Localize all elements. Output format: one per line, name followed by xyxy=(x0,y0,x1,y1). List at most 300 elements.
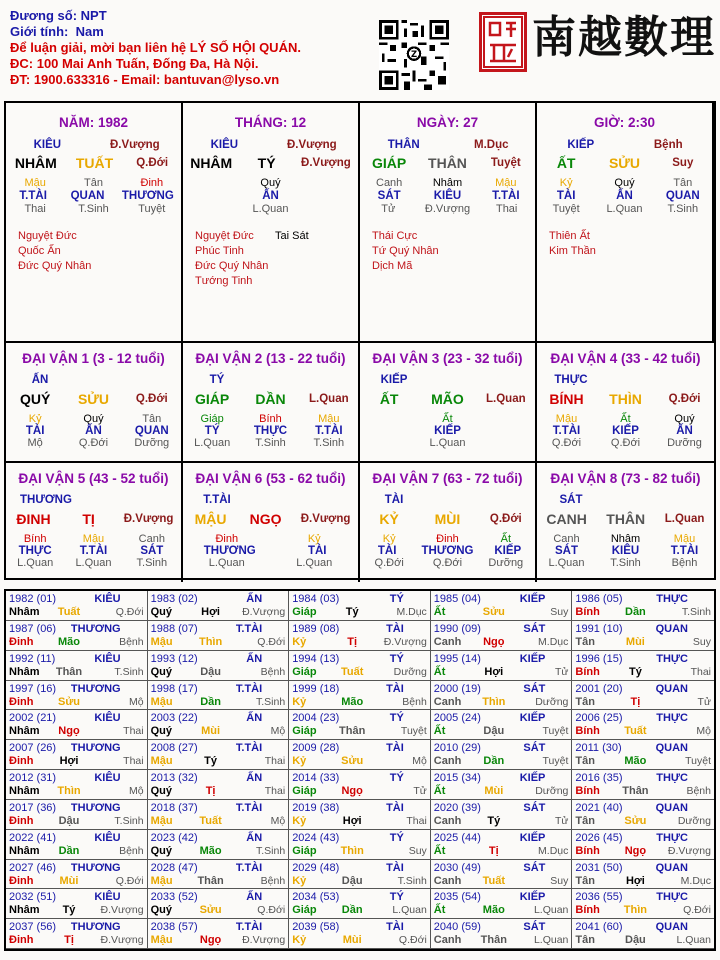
year-status: T.Sinh xyxy=(681,606,711,618)
year-label: 1983 (02) xyxy=(150,593,198,605)
year-ss: KIÊU xyxy=(94,831,121,844)
year-can: Đinh xyxy=(9,874,34,887)
year-label: 2007 (26) xyxy=(9,742,57,755)
dv-hidden-tt: L.Quan xyxy=(75,557,112,569)
year-ss: T.TÀI xyxy=(235,801,263,814)
year-chi: Mão xyxy=(482,904,505,917)
year-cell xyxy=(6,651,148,681)
pillar-hidden-tt: L.Quan xyxy=(252,203,289,215)
dv-hidden-tt: Q.Đới xyxy=(551,437,582,449)
year-status: Q.Đới xyxy=(115,874,144,887)
pillar-chi-tt: Đ.Vượng xyxy=(286,139,337,151)
dv-ss-row xyxy=(183,374,358,386)
year-ss: SÁT xyxy=(523,742,546,755)
year-line-1 xyxy=(572,889,714,904)
year-line-1 xyxy=(289,621,430,636)
year-line-1 xyxy=(6,591,147,606)
year-line-1 xyxy=(289,740,430,755)
year-line-2 xyxy=(6,636,147,650)
year-status: Thai xyxy=(264,755,286,768)
year-ss: THỰC xyxy=(656,772,688,784)
year-ss: THƯƠNG xyxy=(70,921,121,934)
year-status: Tuyệt xyxy=(400,725,427,738)
year-line-1 xyxy=(289,830,430,845)
year-ss: T.TÀI xyxy=(235,742,263,755)
year-chi: Tý xyxy=(345,606,359,618)
year-chi: Sửu xyxy=(57,695,81,708)
dv-can-ss: TÝ xyxy=(209,374,225,386)
year-label: 2036 (55) xyxy=(575,891,623,904)
year-can: Giáp xyxy=(292,844,317,857)
year-ss: TÝ xyxy=(389,712,404,725)
year-status: Bệnh xyxy=(119,844,144,857)
year-can: Đinh xyxy=(9,814,34,827)
year-cell xyxy=(572,651,714,681)
year-can: Giáp xyxy=(292,725,317,738)
dv-hidden-ss: QUAN xyxy=(134,425,169,437)
pillar-hidden-can: Kỷ xyxy=(559,177,573,189)
dv-ss-row xyxy=(360,374,535,386)
year-cell xyxy=(572,770,714,800)
year-chi: Sửu xyxy=(482,606,505,618)
pillar-hidden-ss-row xyxy=(6,190,181,202)
pillar-hidden-tt: T.Sinh xyxy=(78,203,109,215)
pillar-hidden-can-row xyxy=(360,177,535,189)
year-chi: Sửu xyxy=(341,755,364,768)
year-label: 2008 (27) xyxy=(150,742,198,755)
year-cell xyxy=(572,740,714,770)
year-can: Quý xyxy=(150,904,172,917)
year-label: 2026 (45) xyxy=(575,831,623,844)
pillar-chi-status: Q.Đới xyxy=(136,157,169,169)
dai-van-6 xyxy=(183,461,360,582)
year-ss: THỰC xyxy=(656,652,688,665)
year-label: 2010 (29) xyxy=(433,742,481,755)
pillar-title: THÁNG: 12 xyxy=(234,115,307,130)
year-label: 2003 (22) xyxy=(150,712,198,725)
dv-chi-status: Đ.Vượng xyxy=(300,513,351,525)
pillar-hidden-tt: Thai xyxy=(24,203,46,215)
year-line-2 xyxy=(431,696,572,710)
star-name: Đức Quý Nhân xyxy=(195,260,269,272)
year-ss: QUAN xyxy=(655,742,688,755)
year-chi: Tuất xyxy=(482,874,505,887)
year-label: 2013 (32) xyxy=(150,772,198,784)
dv-hidden-ss: THỰC xyxy=(18,545,52,557)
year-chi: Hợi xyxy=(59,755,79,768)
year-can: Bính xyxy=(575,785,600,797)
year-cell xyxy=(431,710,573,740)
year-line-1 xyxy=(431,740,572,755)
year-line-1 xyxy=(148,830,289,845)
year-label: 1999 (18) xyxy=(292,682,340,695)
year-ss: SÁT xyxy=(523,622,546,635)
dv-hidden-ss-row xyxy=(537,425,714,437)
year-status: Dưỡng xyxy=(535,695,569,708)
year-label: 2030 (49) xyxy=(433,861,481,874)
year-cell xyxy=(572,591,714,621)
year-ss: T.TÀI xyxy=(235,622,263,635)
dv-ss-row xyxy=(183,494,358,506)
year-line-2 xyxy=(431,934,572,948)
year-can: Đinh xyxy=(9,695,34,708)
year-ss: TÀI xyxy=(386,622,404,635)
year-can: Mậu xyxy=(150,755,173,768)
dv-hidden-ss: KIẾP xyxy=(494,545,522,557)
year-ss: QUAN xyxy=(655,801,688,814)
pillar-stars xyxy=(195,229,268,289)
year-line-2 xyxy=(148,696,289,710)
year-label: 2000 (19) xyxy=(433,682,481,695)
dv-hidden-ss-row xyxy=(537,545,714,557)
year-cell xyxy=(289,770,431,800)
pillar-hidden-can: Tân xyxy=(84,177,103,189)
year-chi: Thân xyxy=(480,934,507,947)
year-chi: Sửu xyxy=(199,904,222,917)
year-label: 1994 (13) xyxy=(292,652,340,665)
year-chi: Tuất xyxy=(624,725,647,738)
name-value: NPT xyxy=(80,8,107,23)
dv-hidden-can: Ất xyxy=(442,413,453,425)
dv-can-ss: ẤN xyxy=(31,374,49,386)
year-line-1 xyxy=(289,889,430,904)
dv-hidden-ss: ẤN xyxy=(676,425,693,437)
year-can: Canh xyxy=(433,874,462,887)
year-can: Canh xyxy=(433,695,462,708)
year-chi: Thân xyxy=(55,665,83,678)
year-line-2 xyxy=(6,785,147,799)
dai-van-8 xyxy=(537,461,714,582)
year-cell xyxy=(431,591,573,621)
dv-hidden-ss: SÁT xyxy=(140,545,164,557)
year-can: Quý xyxy=(150,844,172,857)
year-ss: T.TÀI xyxy=(235,861,263,874)
pillar-main-row xyxy=(6,155,181,171)
year-status: Suy xyxy=(692,635,711,648)
year-label: 1984 (03) xyxy=(292,593,340,605)
year-ss: KIÊU xyxy=(94,652,121,665)
year-status: Mộ xyxy=(270,814,286,827)
year-ss: TÀI xyxy=(386,861,404,874)
year-status: T.Sinh xyxy=(397,874,427,887)
dv-main-row xyxy=(183,391,358,407)
year-chi: Tị xyxy=(205,785,216,797)
year-line-2 xyxy=(289,875,430,889)
dv-hidden-ss: ẤN xyxy=(85,425,102,437)
year-can: Mậu xyxy=(150,874,173,887)
year-line-1 xyxy=(289,591,430,606)
dv-hidden-ss-row xyxy=(360,425,535,437)
pillar-hidden-can: Nhâm xyxy=(432,177,463,189)
year-chi: Tý xyxy=(62,904,76,917)
year-status: Tử xyxy=(554,665,569,678)
year-line-1 xyxy=(431,621,572,636)
dv-hidden-tt-row xyxy=(183,437,358,449)
year-label: 2016 (35) xyxy=(575,772,623,784)
contact-line: Để luận giải, mời bạn liên hệ LÝ SỐ HỘI QUÁN. xyxy=(10,40,301,55)
year-status: M.Dục xyxy=(680,874,711,887)
dv-chi-status: L.Quan xyxy=(664,513,705,525)
year-cell xyxy=(289,919,431,949)
year-ss: TÀI xyxy=(386,921,404,934)
year-label: 2023 (42) xyxy=(150,831,198,844)
year-status: Đ.Vượng xyxy=(100,934,144,947)
year-can: Nhâm xyxy=(9,844,40,857)
year-line-1 xyxy=(289,860,430,875)
pillar-chi-status: Suy xyxy=(672,157,694,169)
year-label: 2027 (46) xyxy=(9,861,57,874)
year-ss: TÝ xyxy=(389,772,404,784)
annual-table xyxy=(4,589,716,951)
dai-van-5 xyxy=(6,461,183,582)
year-line-1 xyxy=(6,889,147,904)
dv-hidden-tt: T.Sinh xyxy=(610,557,641,569)
pillar-hidden-tt: Thai xyxy=(495,203,518,215)
year-can: Nhâm xyxy=(9,725,40,738)
year-cell xyxy=(289,830,431,860)
year-label: 1996 (15) xyxy=(575,652,623,665)
dv-hidden-ss-row xyxy=(6,425,181,437)
year-line-2 xyxy=(289,636,430,650)
year-can: Canh xyxy=(433,635,462,648)
year-chi: Tuất xyxy=(340,665,364,678)
year-line-1 xyxy=(431,770,572,785)
dv-chi: MÃO xyxy=(431,391,464,407)
pillar-hidden-tt: L.Quan xyxy=(606,203,643,215)
year-status: Bệnh xyxy=(260,665,286,678)
year-chi: Thìn xyxy=(623,904,647,917)
year-line-1 xyxy=(148,651,289,666)
year-line-1 xyxy=(572,800,714,815)
dv-hidden-ss: T.TÀI xyxy=(552,425,581,437)
year-cell xyxy=(431,651,573,681)
dv-chi: THÂN xyxy=(606,511,646,527)
dv-hidden-can: Mậu xyxy=(673,533,696,545)
year-status: Tử xyxy=(697,695,711,708)
year-cell xyxy=(6,919,148,949)
year-label: 2040 (59) xyxy=(433,921,481,934)
year-label: 2038 (57) xyxy=(150,921,198,934)
pillar-hidden-tt-row xyxy=(6,203,181,215)
year-cell xyxy=(6,621,148,651)
dv-hidden-tt: L.Quan xyxy=(17,557,54,569)
year-chi: Dần xyxy=(341,904,363,917)
dv-hidden-tt: Dưỡng xyxy=(488,557,524,569)
dv-main-row xyxy=(183,511,358,527)
year-line-1 xyxy=(148,591,289,606)
year-label: 2031 (50) xyxy=(575,861,623,874)
year-line-1 xyxy=(6,651,147,666)
year-can: Kỷ xyxy=(292,755,307,768)
year-chi: Mùi xyxy=(484,785,504,797)
year-line-2 xyxy=(148,815,289,829)
dv-hidden-ss: TÀI xyxy=(377,545,397,557)
year-cell xyxy=(148,710,290,740)
year-status: L.Quan xyxy=(676,934,711,947)
year-line-1 xyxy=(572,710,714,725)
year-chi: Mùi xyxy=(59,874,79,887)
year-label: 2033 (52) xyxy=(150,891,198,904)
dv-hidden-ss: TÀI xyxy=(25,425,45,437)
pillar-hidden-can: Mậu xyxy=(24,177,46,189)
year-label: 2032 (51) xyxy=(9,891,57,904)
year-cell xyxy=(148,651,290,681)
star-name: Kim Thần xyxy=(549,245,596,257)
pillar-hidden-can: Mậu xyxy=(495,177,517,189)
pillar-day xyxy=(360,103,537,341)
year-cell xyxy=(6,770,148,800)
dv-ss-row xyxy=(537,494,714,506)
dv-chi: NGỌ xyxy=(249,511,282,527)
year-status: M.Dục xyxy=(538,844,569,857)
dv-hidden-tt-row xyxy=(537,557,714,569)
year-status: T.Sinh xyxy=(256,695,286,708)
year-cell xyxy=(572,860,714,890)
year-status: T.Sinh xyxy=(114,814,144,827)
star-name: Đức Quý Nhân xyxy=(18,260,92,272)
pillar-hidden-tt: T.Sinh xyxy=(667,203,699,215)
pillar-hidden-ss-row xyxy=(183,190,358,202)
dv-hidden-can-row xyxy=(6,413,181,425)
year-line-2 xyxy=(431,815,572,829)
dv-can: QUÝ xyxy=(19,391,51,407)
year-line-1 xyxy=(289,919,430,934)
year-label: 2006 (25) xyxy=(575,712,623,725)
year-line-2 xyxy=(572,785,714,799)
year-can: Nhâm xyxy=(9,785,40,797)
dv-hidden-can: Ất xyxy=(500,533,512,545)
year-cell xyxy=(289,889,431,919)
year-status: Mộ xyxy=(270,725,286,738)
year-label: 2034 (53) xyxy=(292,891,340,904)
star-name: Tai Sát xyxy=(275,230,309,242)
year-line-2 xyxy=(148,606,289,620)
dv-hidden-tt: L.Quan xyxy=(548,557,585,569)
year-line-1 xyxy=(431,800,572,815)
pillar-main-row xyxy=(360,155,535,171)
pillar-chi-tt: M.Dục xyxy=(474,139,509,151)
year-status: Thai xyxy=(264,785,286,797)
year-line-2 xyxy=(6,606,147,620)
dv-main-row xyxy=(6,391,181,407)
year-ss: ẤN xyxy=(246,891,263,904)
year-can: Ất xyxy=(433,785,446,797)
pillar-can: NHÂM xyxy=(14,155,57,171)
year-line-2 xyxy=(431,875,572,889)
year-chi: Thìn xyxy=(482,695,506,708)
year-chi: Thìn xyxy=(198,635,223,648)
qr-code-icon xyxy=(379,20,449,90)
year-chi: Thân xyxy=(622,785,649,797)
year-ss: TÝ xyxy=(389,652,404,665)
dv-hidden-tt: L.Quan xyxy=(194,437,231,449)
year-line-1 xyxy=(431,830,572,845)
year-status: Thai xyxy=(123,755,144,768)
dv-hidden-ss: THƯƠNG xyxy=(203,545,256,557)
dv-hidden-can: Kỷ xyxy=(382,533,396,545)
year-status: Tuyệt xyxy=(685,755,711,768)
year-label: 1985 (04) xyxy=(433,593,481,605)
year-label: 1993 (12) xyxy=(150,652,198,665)
dv-main-row xyxy=(6,511,181,527)
year-status: L.Quan xyxy=(392,904,427,917)
pillar-hidden-tt-row xyxy=(537,203,712,215)
brand-calligraphy: 南越數理 xyxy=(532,12,716,63)
pillar-chi-status: Tuyệt xyxy=(490,157,521,169)
year-status: L.Quan xyxy=(533,934,569,947)
year-label: 2037 (56) xyxy=(9,921,57,934)
year-chi: Hợi xyxy=(625,874,645,887)
dv-hidden-can: Bính xyxy=(259,413,282,425)
pillar-title: GIỜ: 2:30 xyxy=(593,115,656,130)
dv-hidden-tt: L.Quan xyxy=(429,437,466,449)
year-line-1 xyxy=(431,681,572,696)
year-ss: ẤN xyxy=(246,712,263,725)
address-line: ĐC: 100 Mai Anh Tuấn, Đống Đa, Hà Nội. xyxy=(10,56,259,71)
pillar-hidden-can: Tân xyxy=(673,177,693,189)
year-chi: Ngọ xyxy=(199,934,222,947)
year-cell xyxy=(431,621,573,651)
dai-van-title: ĐẠI VẬN 2 (13 - 22 tuổi) xyxy=(195,351,346,366)
year-cell xyxy=(572,919,714,949)
dai-van-2 xyxy=(183,341,360,461)
year-status: Bệnh xyxy=(686,785,711,797)
year-label: 2035 (54) xyxy=(433,891,481,904)
pillar-hidden-ss: QUAN xyxy=(665,190,700,202)
dv-can: ẤT xyxy=(379,391,399,407)
year-line-1 xyxy=(6,740,147,755)
year-chi: Dậu xyxy=(58,814,80,827)
year-status: Mộ xyxy=(129,695,144,708)
pillar-can: ẤT xyxy=(556,155,576,171)
dv-hidden-ss: KIẾP xyxy=(434,425,461,437)
pillar-hidden-can-row xyxy=(537,177,712,189)
year-ss: SÁT xyxy=(523,801,546,814)
year-line-1 xyxy=(289,800,430,815)
year-status: Thai xyxy=(690,665,711,678)
dai-van-title: ĐẠI VẬN 3 (23 - 32 tuổi) xyxy=(372,351,523,366)
dv-hidden-can: Mậu xyxy=(318,413,340,425)
year-status: Thai xyxy=(406,814,427,827)
year-label: 2011 (30) xyxy=(575,742,622,755)
year-ss: KIẾP xyxy=(519,652,546,665)
year-chi: Mão xyxy=(199,844,222,857)
dv-hidden-tt-row xyxy=(360,437,535,449)
pillar-can: NHÂM xyxy=(190,155,233,171)
year-status: Tuyệt xyxy=(542,755,569,768)
year-status: Mộ xyxy=(696,725,711,738)
year-line-1 xyxy=(148,800,289,815)
dv-chi: TỊ xyxy=(82,511,95,527)
year-can: Bính xyxy=(575,904,600,917)
year-line-2 xyxy=(289,755,430,769)
pillar-title: NĂM: 1982 xyxy=(58,115,129,130)
year-can: Giáp xyxy=(292,606,317,618)
year-chi: Tị xyxy=(64,934,74,947)
dv-hidden-tt-row xyxy=(360,557,535,569)
year-label: 2004 (23) xyxy=(292,712,340,725)
year-ss: QUAN xyxy=(655,622,688,635)
year-ss: KIẾP xyxy=(519,831,546,844)
dv-hidden-can: Tân xyxy=(142,413,162,425)
dv-chi-status: L.Quan xyxy=(309,393,349,405)
year-line-2 xyxy=(431,606,572,620)
pillar-chi: TÝ xyxy=(257,155,276,171)
year-chi: Ngọ xyxy=(483,635,505,648)
year-line-2 xyxy=(572,815,714,829)
year-label: 2002 (21) xyxy=(9,712,57,725)
year-can: Mậu xyxy=(150,934,173,947)
